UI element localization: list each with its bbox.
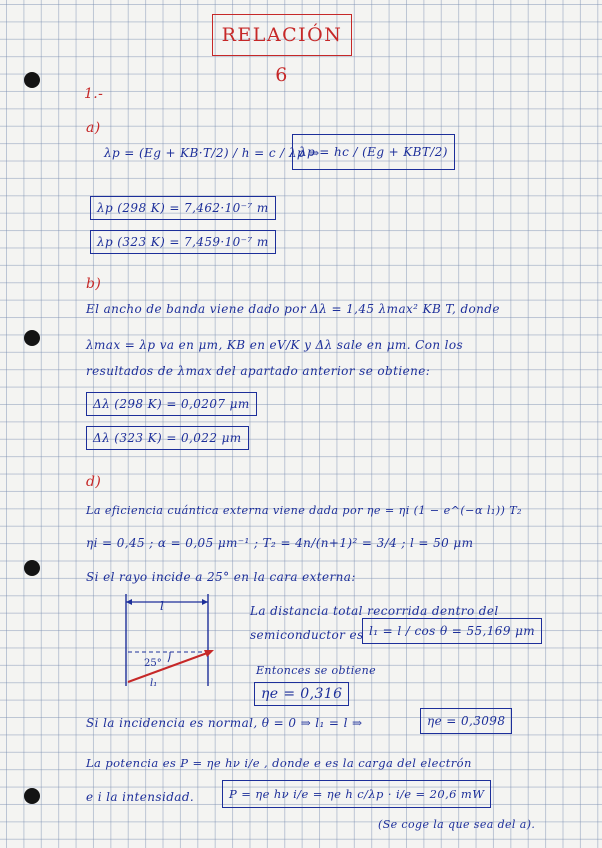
figure-red-ray xyxy=(128,652,210,682)
power-line-2: e i la intensidad. xyxy=(86,790,195,804)
part-b-label: b) xyxy=(86,276,102,292)
power-result: P = ηe hν i/e = ηe h c/λp · i/e = 20,6 mW xyxy=(222,780,491,808)
part-a-boxed-formula: λp = hc / (Eg + KBT/2) xyxy=(292,134,455,170)
figure-l1-label: l₁ xyxy=(150,678,158,688)
distance-line-2: semiconductor es xyxy=(250,628,364,642)
then-text: Entonces se obtiene xyxy=(256,664,377,677)
part-a-result-298k: λp (298 K) = 7,462·10⁻⁷ m xyxy=(90,196,276,220)
punch-hole xyxy=(24,560,40,576)
page-title: RELACIÓN 6 xyxy=(212,14,352,56)
power-line-1: La potencia es P = ηe hν i/e , donde e es la carga del electrón xyxy=(86,756,472,770)
section-number: 1.- xyxy=(84,86,104,102)
efficiency-result: ηe = 0,316 xyxy=(254,682,349,706)
figure-arrow-right xyxy=(202,599,208,605)
figure-arrow-left xyxy=(126,599,132,605)
punch-hole xyxy=(24,330,40,346)
part-d-line-2: ηi = 0,45 ; α = 0,05 μm⁻¹ ; T₂ = 4n/(n+1)² = 3/4 ; l = 50 μm xyxy=(86,536,474,550)
footnote: (Se coge la que sea del a). xyxy=(378,818,536,831)
part-b-line-3: resultados de λmax del apartado anterior se obtiene: xyxy=(86,364,431,378)
punch-hole xyxy=(24,72,40,88)
part-b-result-323k: Δλ (323 K) = 0,022 μm xyxy=(86,426,249,450)
figure-ray-arrowhead xyxy=(204,650,214,657)
part-d-line-3: Si el rayo incide a 25° en la cara externa: xyxy=(86,570,356,584)
part-d-line-1: La eficiencia cuántica externa viene dada por ηe = ηi (1 − e^(−α l₁)) T₂ xyxy=(86,504,522,517)
part-b-line-1: El ancho de banda viene dado por Δλ = 1,45 λmax² KB T, donde xyxy=(86,302,500,316)
figure-l-label: l xyxy=(160,599,164,613)
normal-incidence-result: ηe = 0,3098 xyxy=(420,708,512,734)
punch-hole xyxy=(24,788,40,804)
part-d-label: d) xyxy=(86,474,102,490)
part-a-formula: λp = (Eg + KB·T/2) / h = c / λp ⇒ xyxy=(104,146,320,160)
normal-incidence-text: Si la incidencia es normal, θ = 0 ⇒ l₁ = l ⇒ xyxy=(86,716,363,730)
figure-angle-arc xyxy=(168,652,170,662)
part-a-label: a) xyxy=(86,120,101,136)
distance-line-1: La distancia total recorrida dentro del xyxy=(250,604,499,618)
part-b-line-2: λmax = λp va en μm, KB en eV/K y Δλ sale en μm. Con los xyxy=(86,338,464,352)
distance-result: l₁ = l / cos θ = 55,169 μm xyxy=(362,618,542,644)
refraction-figure xyxy=(118,592,230,688)
part-a-result-323k: λp (323 K) = 7,459·10⁻⁷ m xyxy=(90,230,276,254)
figure-angle-label: 25° xyxy=(144,658,162,669)
part-b-result-298k: Δλ (298 K) = 0,0207 μm xyxy=(86,392,257,416)
